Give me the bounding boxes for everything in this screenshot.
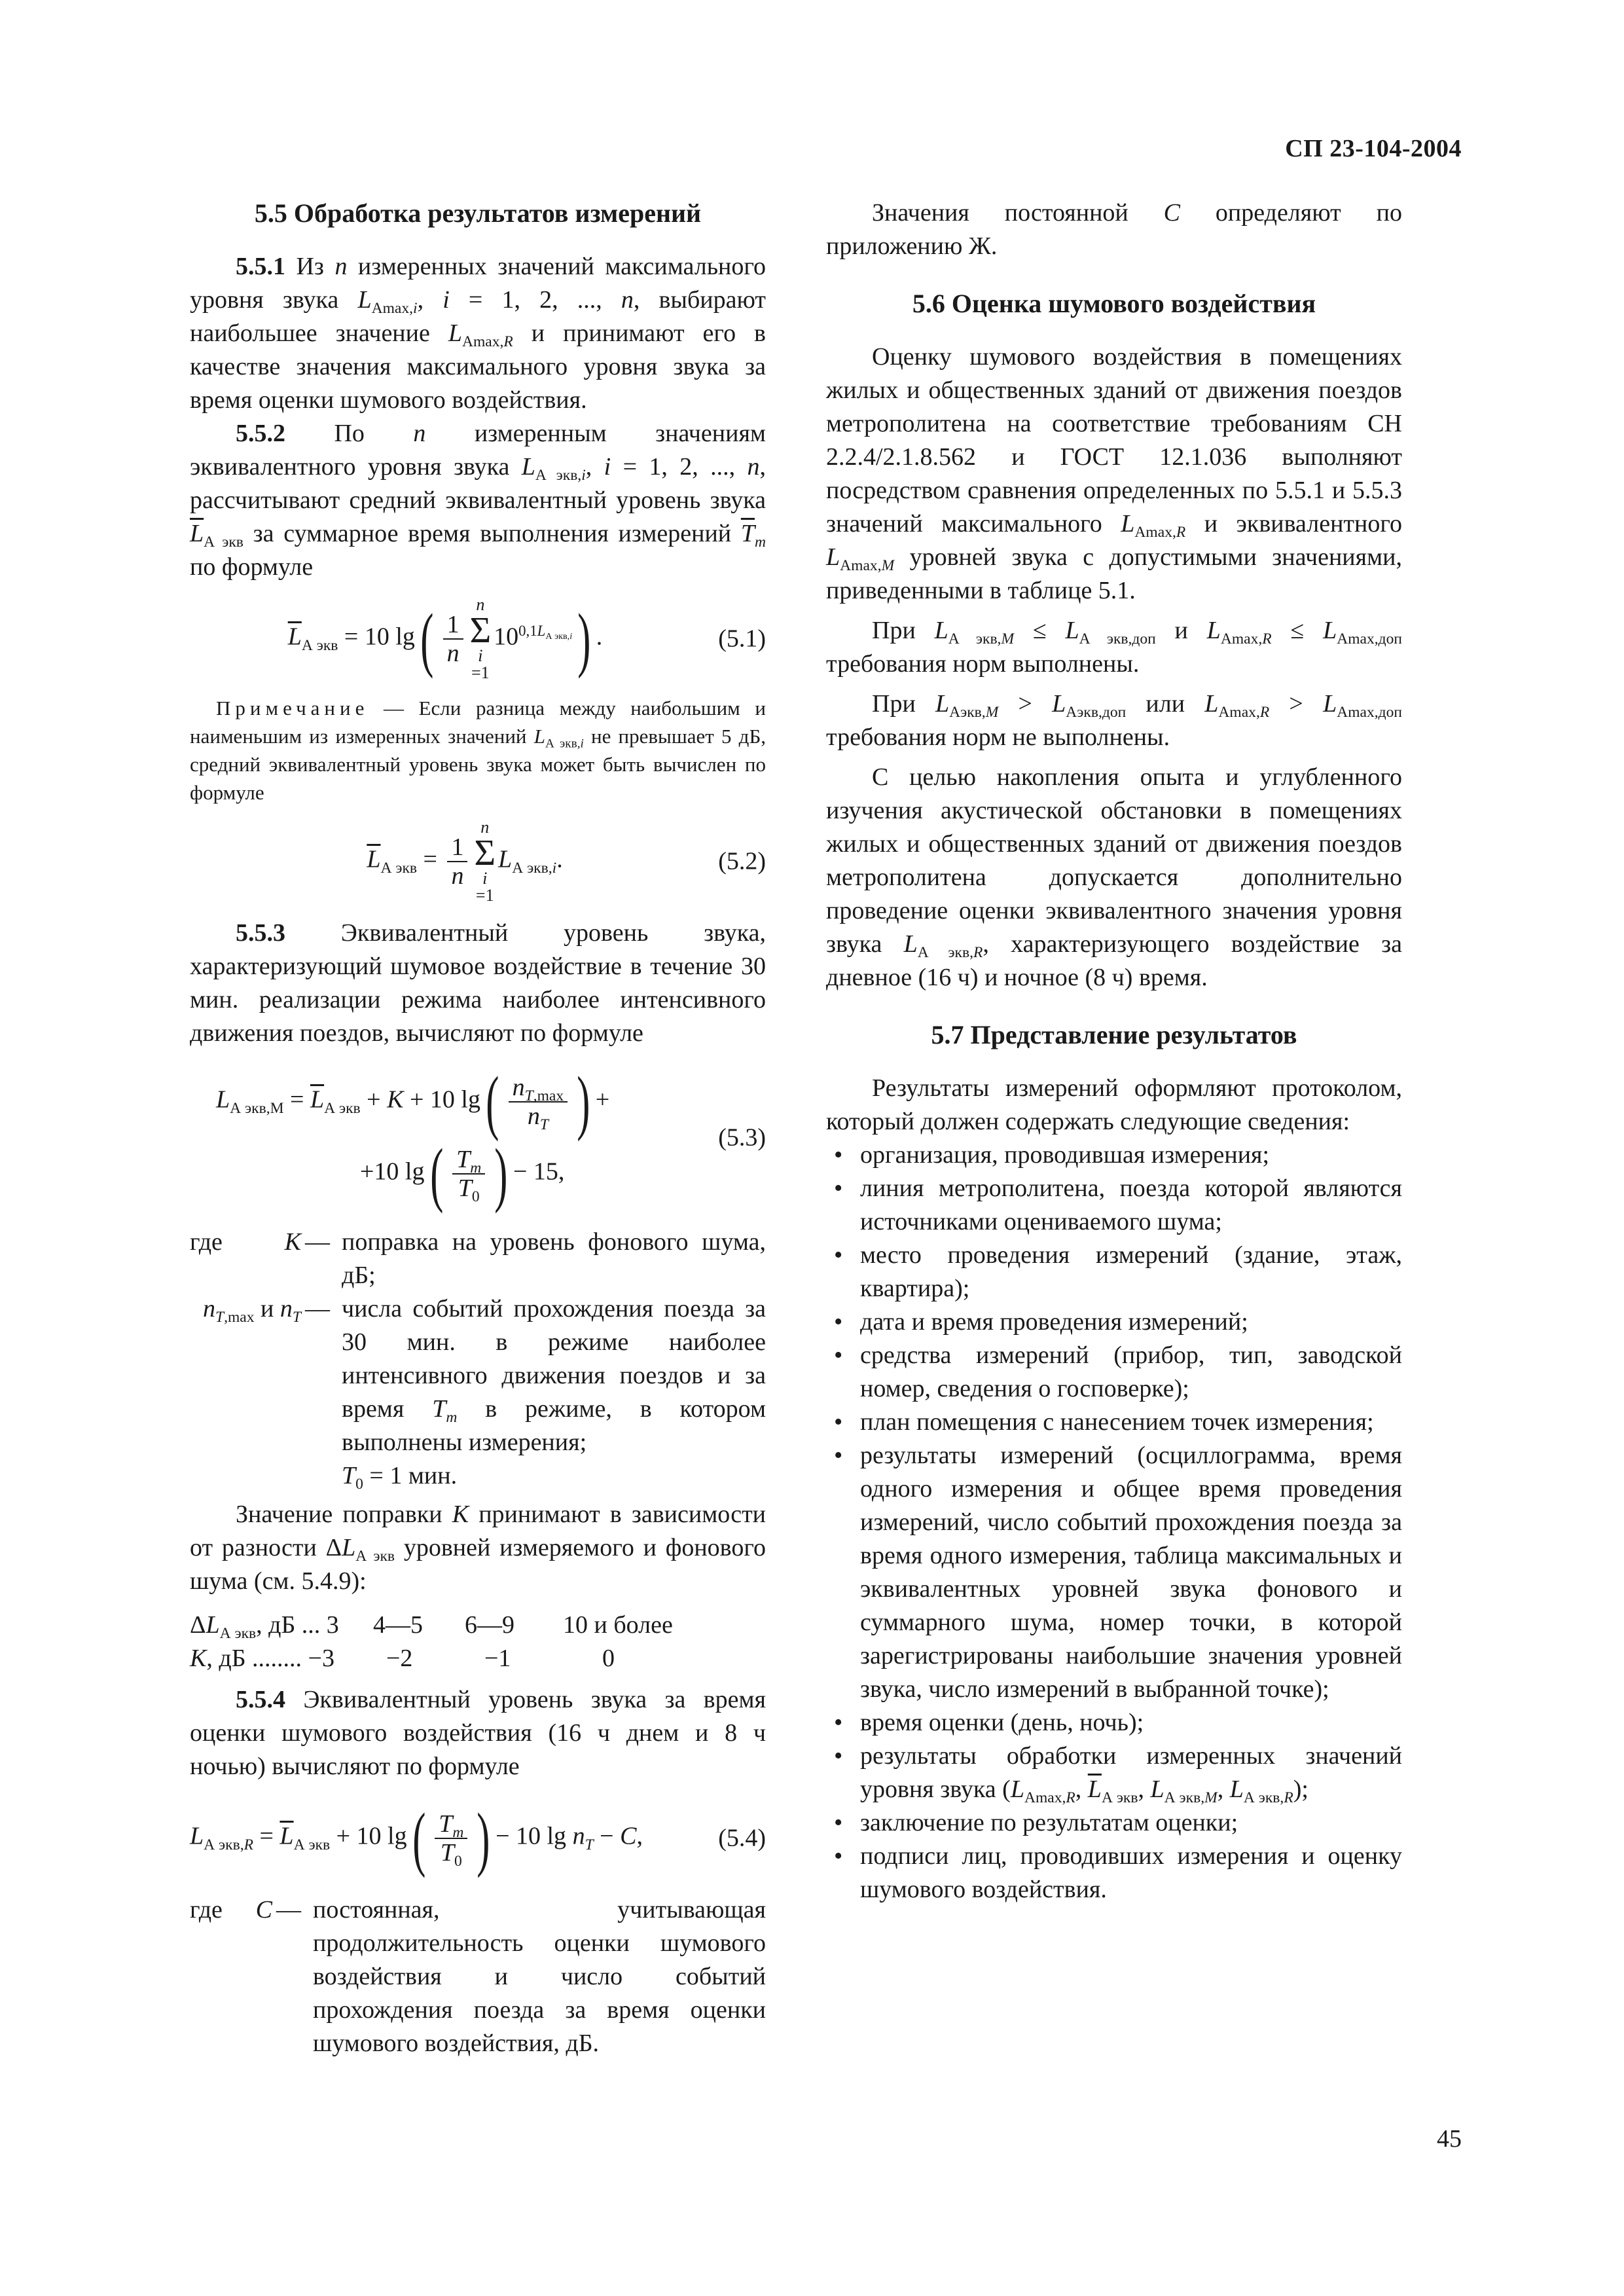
correction-table: $\Delta L_{А экв}$, дБ ... 3 4—5 6—9 10 и более K, дБ ........ −3 −2 −1 0 xyxy=(190,1611,673,1672)
list-item: • место проведения измерений (здание, этаж, квартира); xyxy=(860,1239,1402,1305)
formula-5-4-number: (5.4) xyxy=(718,1824,766,1852)
document-code: СП 23-104-2004 xyxy=(1285,135,1462,162)
list-item: • заключение по результатам оценки; xyxy=(860,1806,1402,1840)
section-5-6-paragraph-2: С целью накопления опыта и углубленного изучения акустической обстановки в помещениях жилых и общественных зданий от движения поездов метрополитена допускается дополнительно проведение оценки эквивалентного значения уровня звука $L_{А экв,R}$, характеризующего воздействие за дневное (16 ч) и ночное (8 ч) время. xyxy=(826,763,1402,991)
formula-5-2: $\overline{L}_{А экв}$ = $\frac{1}{n}$ n Σ i $=1L_{А экв,i}$. (5.2) xyxy=(367,818,766,905)
list-item: • время оценки (день, ночь); xyxy=(860,1706,1402,1740)
right-column xyxy=(826,196,1402,1906)
formula-5-3: $L_{А экв,М} = \overline{L}_{А экв} + K + 10$ lg( $\frac{n_{T,max}}{n_T}$ ) + +10 lg( $\frac{T_m}{T_0}$ ) − 15, (5.3) xyxy=(216,1062,766,1214)
section-5-6-title: 5.6 Оценка шумового воздействия xyxy=(912,289,1316,318)
paragraph-5-5-4: 5.5.4 Эквивалентный уровень звука за время оценки шумового воздействия (16 ч днем и 8 ч ночью) вычисляют по формуле xyxy=(190,1686,766,1780)
list-item: • подписи лиц, проводивших измерения и оценку шумового воздействия. xyxy=(860,1840,1402,1906)
definitions-5-3: где K — поправка на уровень фонового шума, дБ; $n_{T,max}$ и $n_T$ — числа событий прохождения поезда за 30 мин. в режиме наиболее интенсивного движения поездов и за время $T_m$ в режиме, в котором выполнены измерения; $T_0 = 1$ мин. xyxy=(190,1228,766,1493)
list-item: • организация, проводившая измерения; xyxy=(860,1139,1402,1172)
list-item: • план помещения с нанесением точек измерения; xyxy=(860,1406,1402,1439)
list-item: • линия метрополитена, поезда которой являются источниками оцениваемого шума; xyxy=(860,1172,1402,1239)
list-item: • результаты измерений (осциллограмма, время одного измерения и общее время проведения измерений, число событий прохождения поезда за время одного измерения, таблица максимальных и эквивалентных уровней звука фонового и суммарного шума, номер точки, в которой зарегистрированы наибольшие значения уровней звука, число измерений в выбранной точке); xyxy=(860,1439,1402,1706)
paragraph-5-5-3: 5.5.3 Эквивалентный уровень звука, характеризующий шумовое воздействие в течение 30 мин. реализации режима наиболее интенсивного движения поездов, вычисляют по формуле xyxy=(190,919,766,1047)
correction-k-text: Значение поправки K принимают в зависимости от разности $\Delta L_{А экв}$ уровней измеряемого и фонового шума (см. 5.4.9): xyxy=(190,1501,767,1595)
section-5-7-title: 5.7 Представление результатов xyxy=(931,1020,1297,1049)
list-item: • результаты обработки измеренных значений уровня звука ($L_{Amax,R}$, $\overline{L}_{А экв}$, $L_{А экв,M}$, $L_{А экв,R}$); xyxy=(860,1740,1402,1806)
condition-met: При $L_{А экв,M} \le L_{А экв,доп}$ и $L_{Amax,R} \le L_{Amax,доп}$ требования норм выполнены. xyxy=(826,617,1403,678)
report-contents-list xyxy=(826,1139,1402,1906)
note: Примечание — Если разница между наибольшим и наименьшим из измеренных значений $L_{А экв,i}$ не превышает 5 дБ, средний эквивалентный уровень звука может быть вычислен по формуле xyxy=(190,697,766,804)
formula-5-1-number: (5.1) xyxy=(718,625,766,653)
section-5-6-paragraph-1: Оценку шумового воздействия в помещениях жилых и общественных зданий от движения поездов метрополитена на соответствие требованиям СН 2.2.4/2.1.8.562 и ГОСТ 12.1.036 выполняют посредством сравнения определенных по 5.5.1 и 5.5.3 значений максимального $L_{Amax,R}$ и эквивалентного $L_{Amax,M}$ уровней звука с допустимыми значениями, приведенными в таблице 5.1. xyxy=(826,343,1402,604)
condition-not-met: При $L_{Аэкв,M} > L_{Аэкв,доп}$ или $L_{Amax,R} > L_{Amax,доп}$ требования норм не выполнены. xyxy=(826,690,1403,751)
section-5-5-title: 5.5 Обработка результатов измерений xyxy=(254,198,702,228)
formula-5-4: $L_{А экв,R} = \overline{L}_{А экв} + 10$ lg( $\frac{T_m}{T_0}$ ) − 10 $\lg n_T - C$, (5.4) xyxy=(190,1798,766,1878)
left-column xyxy=(190,196,766,2066)
list-item: • дата и время проведения измерений; xyxy=(860,1305,1402,1339)
formula-5-1: $\overline{L}_{А экв} = 10$ lg( $\frac{1}{n}$ n Σ i $=110^{0,1L_{А экв,i}}$) . (5.1) xyxy=(287,595,766,682)
list-item: • средства измерений (прибор, тип, заводской номер, сведения о госповерке); xyxy=(860,1339,1402,1406)
page-number: 45 xyxy=(1437,2125,1462,2153)
formula-5-2-number: (5.2) xyxy=(718,847,766,875)
formula-5-3-number: (5.3) xyxy=(718,1123,766,1152)
section-5-7-intro: Результаты измерений оформляют протоколом, который должен содержать следующие сведения: xyxy=(826,1074,1402,1135)
paragraph-5-5-1: 5.5.1 Из n измеренных значений максимального уровня звука $L_{Amax,i}$, i = 1, 2, ..., n, выбирают наибольшее значение $L_{Amax,R}$ и принимают его в качестве значения максимального уровня звука за время оценки шумового воздействия. xyxy=(190,253,766,414)
constant-c-text: Значения постоянной C определяют по приложению Ж. xyxy=(826,199,1402,260)
paragraph-5-5-2: 5.5.2 По n измеренным значениям эквивалентного уровня звука $L_{А экв,i}$, i = 1, 2, ..., n, рассчитывают средний эквивалентный уровень звука $\overline{L}_{А экв}$ за суммарное время выполнения измерений $\overline{T}_m$ по формуле xyxy=(190,420,766,581)
definitions-5-4: где C — постоянная, учитывающая продолжительность оценки шумового воздействия и число событий прохождения поезда за время оценки шумового воздействия, дБ. xyxy=(190,1896,766,2057)
